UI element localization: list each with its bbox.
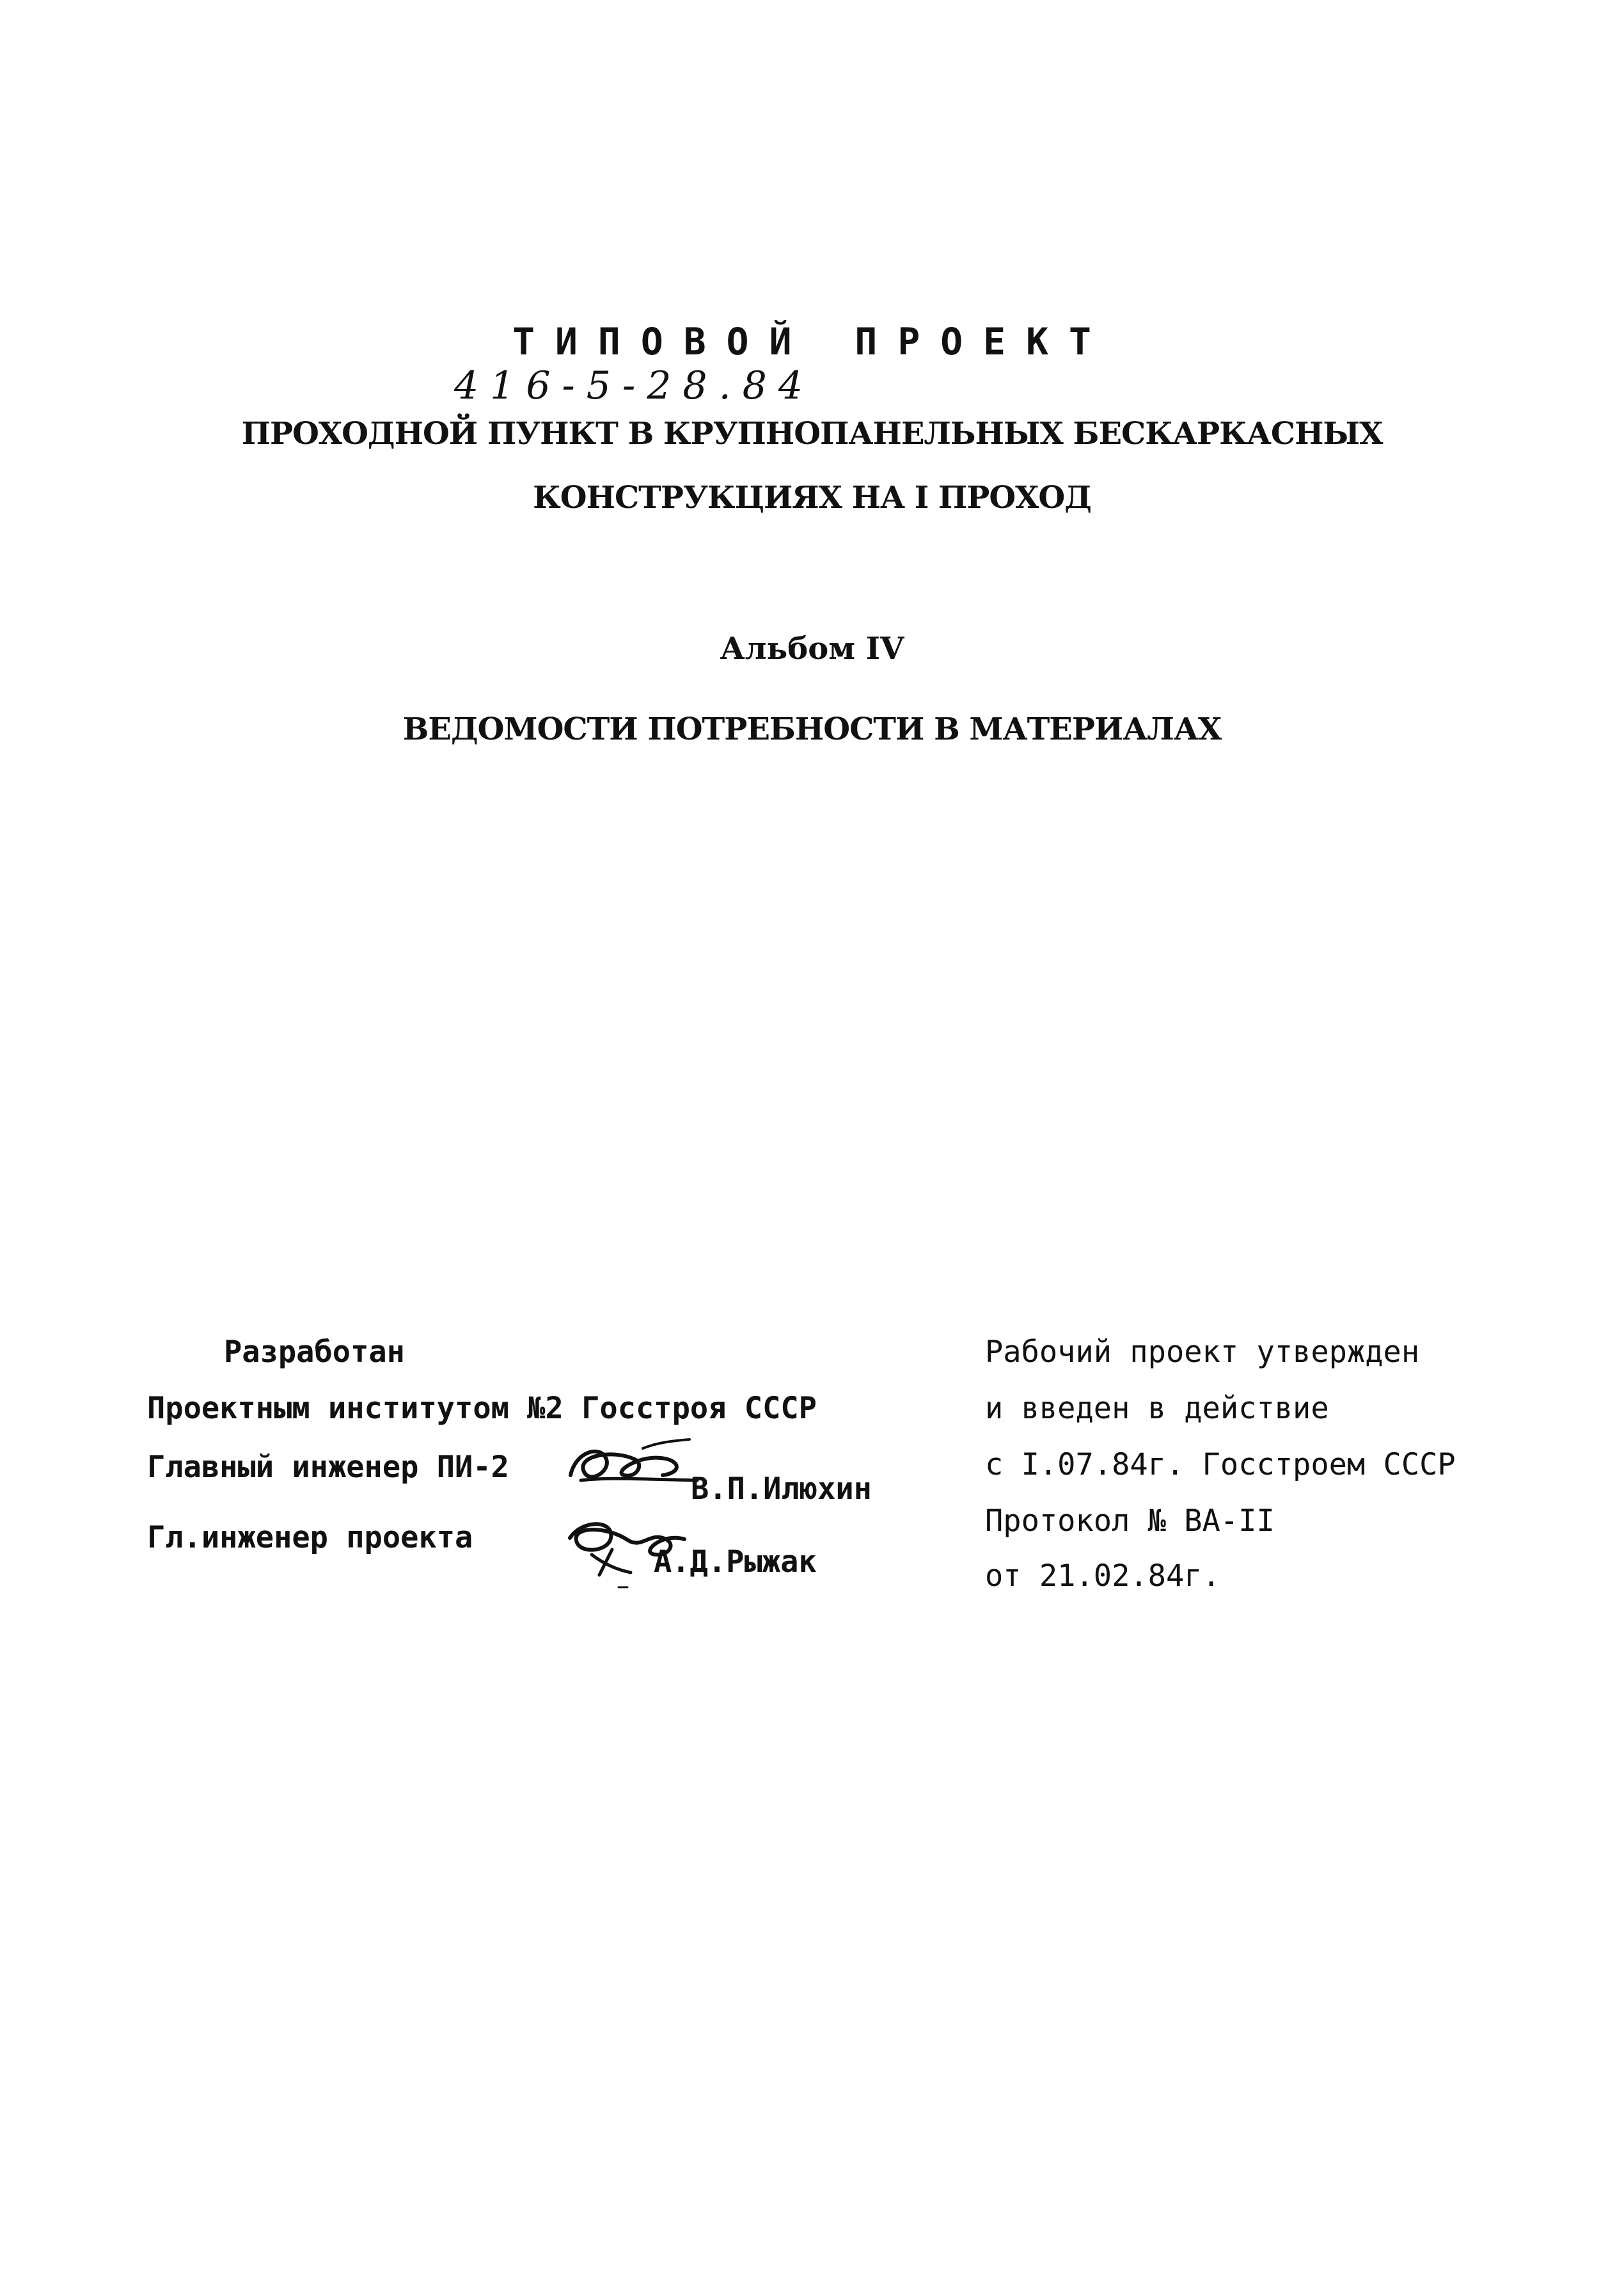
developer-block [147,1337,915,1612]
chief-engineer-signature [550,1430,710,1506]
project-engineer-role: Гл.инженер проекта [147,1520,473,1555]
standard-project-heading: ТИПОВОЙ ПРОЕКТ [512,320,1112,363]
project-number: 416-5-28.84 [454,363,815,408]
chief-engineer-name: В.П.Илюхин [691,1471,872,1507]
approval-line-1: Рабочий проект утвержден [985,1335,1420,1370]
approval-line-2: и введен в действие [985,1391,1329,1426]
developer-institute: Проектным институтом №2 Госстроя СССР [147,1391,817,1426]
project-engineer-name: А.Д.Рыжак [654,1544,817,1580]
approval-line-4: Протокол № ВА-II [985,1503,1275,1539]
project-title-line-1: ПРОХОДНОЙ ПУНКТ В КРУПНОПАНЕЛЬНЫХ БЕСКАРКАСНЫХ [241,416,1383,452]
approval-line-3: с I.07.84г. Госстроем СССР [985,1447,1456,1482]
album-number: Альбом IV [720,631,904,667]
chief-engineer-role: Главный инженер ПИ-2 [147,1450,509,1485]
approval-block [985,1335,1580,1594]
developed-label: Разработан [224,1335,405,1370]
album-title: ВЕДОМОСТИ ПОТРЕБНОСТИ В МАТЕРИАЛАХ [402,711,1222,747]
project-title-line-2: КОНСТРУКЦИЯХ НА I ПРОХОД [533,480,1091,516]
approval-line-5: от 21.02.84г. [985,1558,1220,1594]
